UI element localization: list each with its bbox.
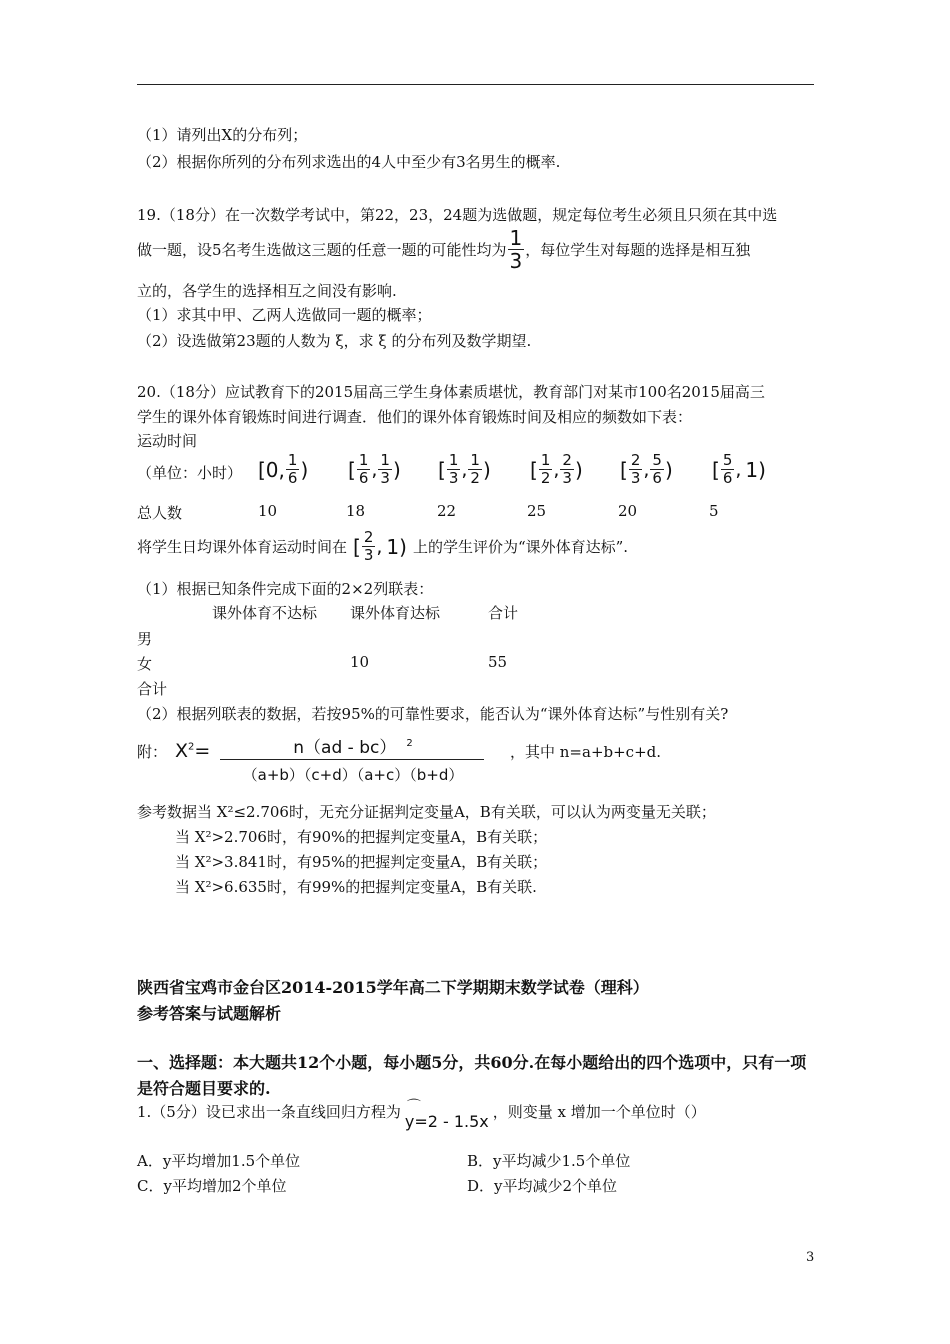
q19-line1: 19.（18分）在一次数学考试中，第22，23，24题为选做题，规定每位考生必须且只须在其中选 [137,206,778,224]
interval-5: [ $\frac{2}{3}$ , $\frac{5}{6}$ ) [620,451,673,487]
ref-line-2: 当 X²>2.706时，有90%的把握判定变量A，B有关联； [175,828,548,846]
probability-fraction [508,228,525,271]
q19-part2: （2）设选做第23题的人数为 ξ，求 ξ 的分布列及数学期望. [137,332,532,350]
count-3: 22 [437,502,457,520]
appendix-label: 附： [137,743,168,761]
standard-line [137,530,628,563]
count-5: 20 [618,502,638,520]
q20-line2: 学生的课外体育锻炼时间进行调查．他们的课外体育锻炼时间及相应的频数如下表： [137,408,693,426]
q19-line2 [137,228,750,271]
answers-subtitle: 参考答案与试题解析 [137,1004,282,1023]
q19-line2b: ，每位学生对每题的选择是相互独 [525,241,751,259]
interval-2: [ $\frac{1}{6}$ , $\frac{1}{3}$ ) [348,451,401,487]
ct-row-male: 男 [137,630,153,648]
table-header-unit: （单位：小时） [137,464,243,482]
option-a: A．y平均增加1.5个单位 [137,1152,301,1170]
q19-part1: （1）求其中甲、乙两人选做同一题的概率； [137,306,432,324]
standard-text-b: 上的学生评价为“课外体育达标”. [412,538,629,556]
interval-6: [ $\frac{5}{6}$ , 1) [712,451,766,487]
formula-numerator: n（ad - bc） $^2$ [293,738,413,758]
option-b: B．y平均减少1.5个单位 [467,1152,631,1170]
ct-header-2: 课外体育达标 [350,604,441,622]
section1-line1: 一、选择题：本大题共12个小题，每小题5分，共60分.在每小题给出的四个选项中，只有一项 [137,1053,807,1072]
formula-note: ，其中 n=a+b+c+d. [510,743,662,761]
interval-4: [ $\frac{1}{2}$ , $\frac{2}{3}$ ) [530,451,583,487]
count-6: 5 [709,502,719,520]
total-label: 总人数 [137,504,183,522]
ct-header-3: 合计 [488,604,519,622]
formula-denominator: （a+b）（c+d）（a+c）（b+d） [242,766,464,784]
standard-interval: [ $\frac{2}{3}$ , 1) [353,528,407,564]
q1-line [137,1099,706,1131]
fraction-denominator: 3 [509,249,523,273]
ref-line-1: 参考数据当 X²≤2.706时，无充分证据判定变量A，B有关联，可以认为两变量无关联； [137,803,716,821]
standard-text-a: 将学生日均课外体育运动时间在 [137,538,348,556]
count-1: 10 [258,502,278,520]
q19-line2a: 做一题，设5名考生选做这三题的任意一题的可能性均为 [137,241,507,259]
answers-title: 陕西省宝鸡市金台区2014-2015学年高二下学期期末数学试卷（理科） [137,978,649,997]
ref-line-3: 当 X²>3.841时，有95%的把握判定变量A，B有关联； [175,853,548,871]
q18-part1: （1）请列出X的分布列； [137,126,308,144]
interval-1: [0, $\frac{1}{6}$ ) [258,451,309,487]
count-4: 25 [527,502,547,520]
ct-female-c2: 10 [350,653,370,671]
fraction-numerator: 1 [509,226,523,250]
q20-part1: （1）根据已知条件完成下面的2×2列联表： [137,580,434,598]
ct-row-total: 合计 [137,680,168,698]
option-d: D．y平均减少2个单位 [467,1177,618,1195]
table-header-time: 运动时间 [137,432,198,450]
ref-line-4: 当 X²>6.635时，有99%的把握判定变量A，B有关联. [175,878,537,896]
regression-equation: ⌒ y=2 - 1.5x [405,1112,489,1131]
q19-line3: 立的，各学生的选择相互之间没有影响. [137,282,397,300]
option-c: C．y平均增加2个单位 [137,1177,287,1195]
q20-part2: （2）根据列联表的数据，若按95%的可靠性要求，能否认为“课外体育达标”与性别有关? [137,705,729,723]
ct-female-c3: 55 [488,653,508,671]
q18-part2: （2）根据你所列的分布列求选出的4人中至少有3名男生的概率. [137,153,561,171]
page-number: 3 [806,1250,815,1265]
q1-text-a: 1.（5分）设已求出一条直线回归方程为 [137,1103,401,1121]
q1-text-b: ，则变量 x 增加一个单位时（） [492,1103,706,1121]
section1-line2: 是符合题目要求的. [137,1079,271,1098]
count-2: 18 [346,502,366,520]
ct-row-female: 女 [137,655,153,673]
formula-fraction-bar [220,759,484,760]
interval-3: [ $\frac{1}{3}$ , $\frac{1}{2}$ ) [438,451,491,487]
header-rule [137,84,814,85]
hat-symbol: ⌒ [406,1099,421,1115]
formula-lhs: $X^2=$ [175,740,211,762]
q20-line1: 20.（18分）应试教育下的2015届高三学生身体素质堪忧，教育部门对某市100名2015届高三 [137,383,765,401]
ct-header-1: 课外体育不达标 [212,604,318,622]
